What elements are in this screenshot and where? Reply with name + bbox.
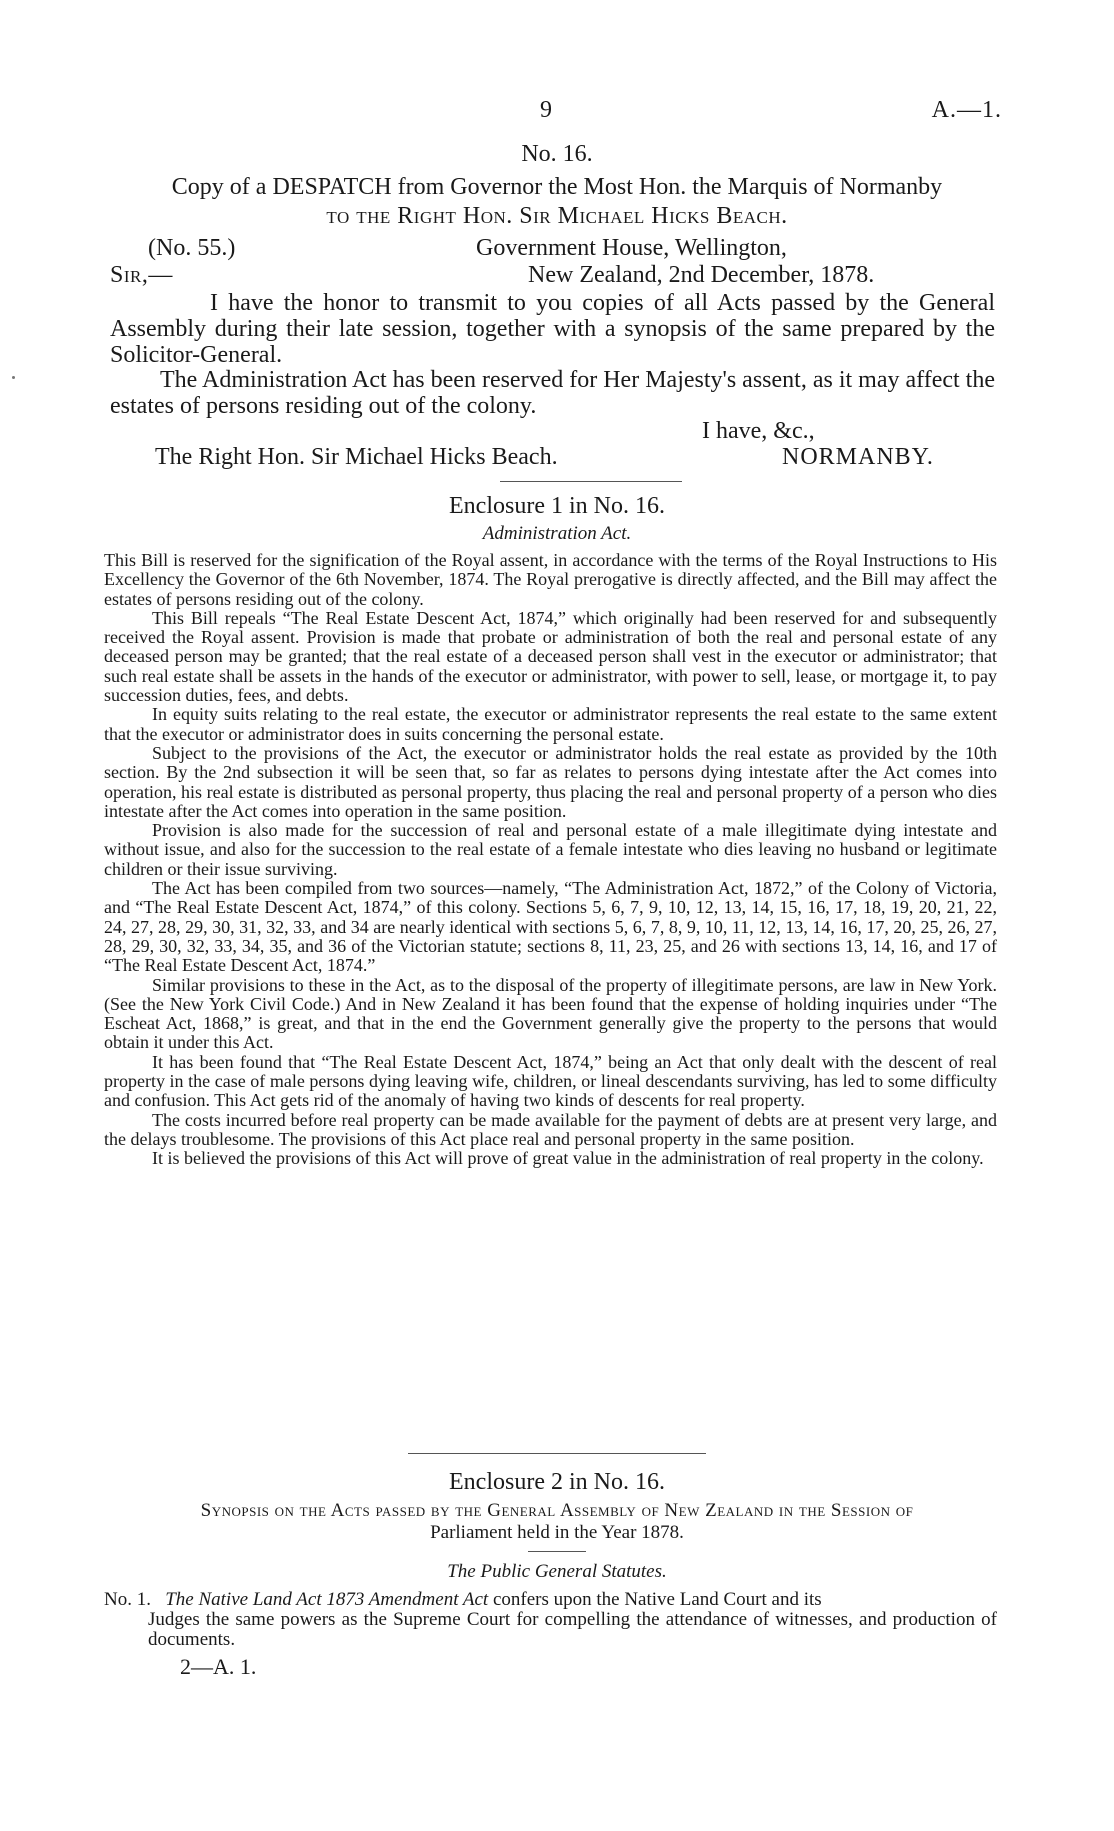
enclosure2-title: Enclosure 2 in No. 16. xyxy=(449,1469,665,1495)
statute-item-number: No. 1. xyxy=(104,1589,151,1610)
closing: I have, &c., xyxy=(702,418,815,444)
enclosure1-title: Enclosure 1 in No. 16. xyxy=(449,493,665,519)
despatch-ref-number: (No. 55.) xyxy=(148,235,236,261)
statute-item-1 xyxy=(104,1590,997,1650)
statute-item-text: confers upon the Native Land Court and its xyxy=(488,1589,822,1610)
despatch-title-line2: to the Right Hon. Sir Michael Hicks Beach. xyxy=(326,203,788,229)
despatch-title-line1: Copy of a DESPATCH from Governor the Most Hon. the Marquis of Normanby xyxy=(171,174,943,200)
divider xyxy=(408,1453,706,1454)
despatch-number: No. 16. xyxy=(521,141,593,167)
signature: NORMANBY. xyxy=(782,444,934,470)
page-number: 9 xyxy=(540,97,552,123)
paper-reference: A.—1. xyxy=(931,97,1002,123)
despatch-paragraph-1: I have the honor to transmit to you copies of all Acts passed by the General Assembly during their late session, together with a synopsis of the same prepared by the Solicitor-General. xyxy=(110,290,995,368)
address-line2: New Zealand, 2nd December, 1878. xyxy=(528,262,875,288)
margin-mark xyxy=(12,376,15,379)
enclosure1-subtitle: Administration Act. xyxy=(482,523,632,544)
synopsis-line1: Synopsis on the Acts passed by the General Assembly of New Zealand in the Session of xyxy=(200,1500,914,1521)
enclosure1-paragraph: It has been found that “The Real Estate Descent Act, 1874,” being an Act that only dealt with the descent of real property in the case of male persons dying leaving wife, children, or lineal descendants surviving, has led to some difficulty and confusion. This Act gets rid of the anomaly of having two kinds of descents for real property. xyxy=(104,1051,997,1111)
despatch-title xyxy=(110,173,1004,231)
addressee: The Right Hon. Sir Michael Hicks Beach. xyxy=(155,444,558,470)
enclosure1-paragraph: This Bill is reserved for the signification of the Royal assent, in accordance with the terms of the Royal Instructions to His Excellency the Governor of the 6th November, 1874. The Royal prerogative is directly affected, and the Bill may affect the estates of persons residing out of the colony. xyxy=(104,550,997,609)
enclosure1-body xyxy=(104,551,997,1169)
signature-mark: 2—A. 1. xyxy=(180,1654,257,1679)
enclosure1-paragraph: It is believed the provisions of this Act will prove of great value in the administration of real property in the colony. xyxy=(152,1148,984,1169)
address-line1: Government House, Wellington, xyxy=(476,235,787,261)
statutes-subheading: The Public General Statutes. xyxy=(447,1561,667,1582)
enclosure1-paragraph: In equity suits relating to the real estate, the executor or administrator represents the real estate to the same extent that the executor or administrator does in suits concerning the personal estate. xyxy=(104,704,997,744)
enclosure1-paragraph: Provision is also made for the succession of real and personal estate of a male illegitimate dying intestate and without issue, and also for the succession to the real estate of a female intestate who dies leaving no husband or legitimate children or their issue surviving. xyxy=(104,820,997,879)
divider xyxy=(500,481,682,482)
divider xyxy=(528,1551,586,1552)
enclosure1-paragraph: Subject to the provisions of the Act, the executor or administrator holds the real estate as provided by the 10th section. By the 2nd subsection it will be seen that, so far as relates to persons dying intestate after the Act comes into operation, his real estate is distributed as personal property, thus placing the real and personal property of a person who dies intestate after the Act comes into operation in the same position. xyxy=(104,742,997,821)
enclosure1-paragraph: Similar provisions to these in the Act, as to the disposal of the property of illegitimate persons, are law in New York. (See the New York Civil Code.) And in New Zealand it has been found that the expense of holding inquiries under “The Escheat Act, 1868,” is great, and that in the end the Government generally give the property to the persons that would obtain it under this Act. xyxy=(104,974,997,1053)
statute-act-name: The Native Land Act 1873 Amendment Act xyxy=(165,1589,489,1610)
enclosure1-paragraph: The costs incurred before real property can be made available for the payment of debts are at present very large, and the delays troublesome. The provisions of this Act place real and personal property in the same position. xyxy=(104,1109,997,1149)
enclosure1-paragraph: This Bill repeals “The Real Estate Descent Act, 1874,” which originally had been reserved for and subsequently received the Royal assent. Provision is made that probate or administration of both the real and personal estate of any deceased person may be granted; that the real estate of a deceased person shall vest in the executor or administrator; that such real estate shall be assets in the hands of the executor or administrator, with power to sell, lease, or mortgage it, to pay succession duties, fees, and debts. xyxy=(104,607,997,706)
statute-item-continuation: Judges the same powers as the Supreme Court for compelling the attendance of witnesses, and production of documents. xyxy=(148,1609,997,1650)
enclosure1-paragraph: The Act has been compiled from two sources—namely, “The Administration Act, 1872,” of the Colony of Victoria, and “The Real Estate Descent Act, 1874,” of this colony. Sections 5, 6, 7, 9, 10, 12, 13, 14, 15, 16, 17, 18, 19, 20, 21, 22, 24, 27, 28, 29, 30, 31, 32, 33, and 34 are nearly identical with sections 5, 6, 7, 8, 9, 10, 11, 12, 13, 14, 16, 17, 20, 25, 26, 27, 28, 29, 30, 32, 33, 34, 35, and 36 of the Victorian statute; sections 8, 11, 23, 25, and 26 with sections 13, 14, 16, and 17 of “The Real Estate Descent Act, 1874.” xyxy=(104,878,997,976)
synopsis-heading xyxy=(0,1500,1114,1544)
despatch-paragraph-2: The Administration Act has been reserved for Her Majesty's assent, as it may affect the estates of persons residing out of the colony. xyxy=(110,367,995,419)
synopsis-line2: Parliament held in the Year 1878. xyxy=(430,1522,684,1543)
salutation: Sir,— xyxy=(110,262,173,288)
